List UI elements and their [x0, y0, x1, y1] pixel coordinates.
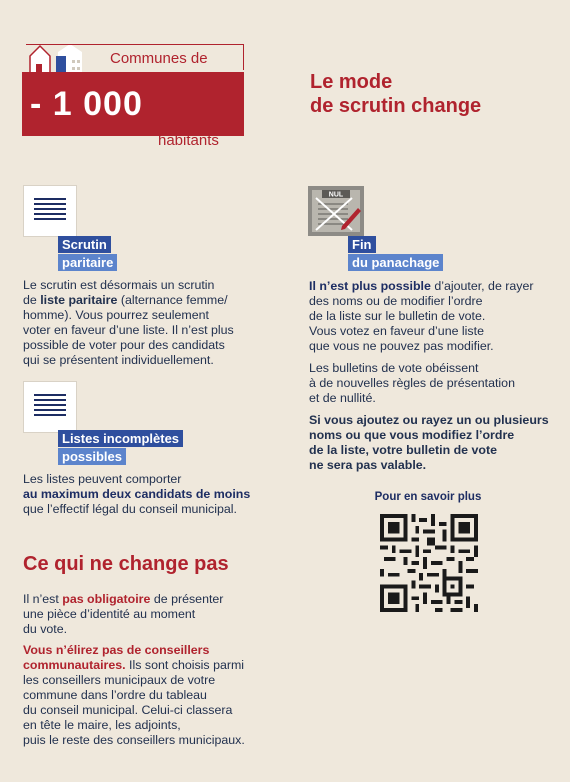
document-icon: [24, 186, 76, 236]
page-title: Le mode de scrutin change: [310, 71, 482, 117]
fin-panachage-label: Fin du panachage: [348, 236, 443, 272]
qr-code-icon[interactable]: [380, 514, 478, 612]
habitants-label: habitants: [158, 132, 219, 149]
unchanged-text-1: Il n’est pas obligatoire de présenter une pièce d’identité au moment du vote.: [23, 592, 224, 636]
document-icon: [24, 382, 76, 432]
scrutin-paritaire-text: Le scrutin est désormais un scrutin de liste paritaire (alternance femme/ homme). Vous pourrez seulement voter en faveur d’une liste. Il n’est plus possible de voter pour des candidats qui se présentent individuellement.: [23, 278, 234, 367]
scrutin-paritaire-label: Scrutin paritaire: [58, 236, 117, 272]
more-info-label: Pour en savoir plus: [374, 491, 482, 503]
svg-text:NUL: NUL: [328, 191, 344, 199]
listes-incompletes-label: Listes incomplètes possibles: [58, 430, 183, 466]
fin-panachage-text-1: Il n’est plus possible d’ajouter, de rayer des noms ou de modifier l’ordre de la liste sur le bulletin de vote. Vous votez en faveur d’une liste que vous ne pouvez pas modifier.: [309, 279, 534, 353]
communes-de-label: Communes de: [110, 50, 208, 67]
fin-panachage-warning: Si vous ajoutez ou rayez un ou plusieurs noms ou que vous modifiez l’ordre de la liste, votre bulletin de vote ne sera pas valable.: [309, 413, 549, 472]
population-number: - 1 000: [22, 72, 244, 136]
ballot-null-icon: [308, 186, 364, 236]
fin-panachage-text-2: Les bulletins de vote obéissent à de nouvelles règles de présentation et de nullité.: [309, 361, 515, 405]
listes-incompletes-text: Les listes peuvent comporter au maximum deux candidats de moins que l’effectif légal du conseil municipal.: [23, 472, 251, 516]
unchanged-text-2: Vous n’élirez pas de conseillers communautaires. Ils sont choisis parmi les conseillers municipaux de votre commune dans l’ordre du tableau du conseil municipal. Celui-ci classera en tête le maire, les adjoints, puis le reste des conseillers municipaux.: [23, 643, 245, 747]
section-title-unchanged: Ce qui ne change pas: [23, 553, 229, 575]
